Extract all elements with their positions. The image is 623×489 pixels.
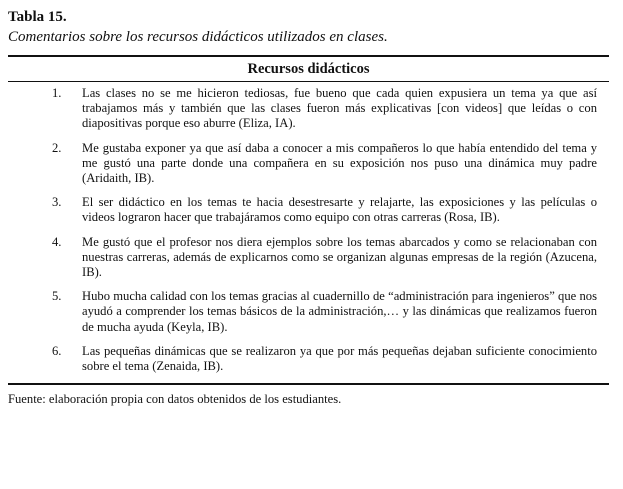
table-label: Tabla 15.	[8, 9, 67, 25]
item-text: Me gustó que el profesor nos diera ejemplos sobre los temas abarcados y como se relacionaban con nuestras carreras, además de explicarnos como se organizan algunas empresas de la región (Azucena, IB).	[82, 234, 597, 280]
item-number: 2.	[52, 140, 62, 155]
list-item	[8, 141, 609, 187]
table	[8, 55, 609, 385]
column-header: Recursos didácticos	[247, 61, 370, 77]
bottom-rule	[8, 383, 609, 385]
item-number: 5.	[52, 289, 62, 304]
item-number: 4.	[52, 234, 62, 249]
item-text: Las pequeñas dinámicas que se realizaron ya que por más pequeñas dejaban suficiente conocimiento sobre el tema (Zenaida, IB).	[82, 343, 597, 374]
item-number: 6.	[52, 343, 62, 358]
comment-list	[8, 86, 609, 374]
item-text: Las clases no se me hicieron tediosas, fue bueno que cada quien expusiera un tema ya que así trabajamos más y también que las clases fueron más explicativas [con videos] que leídas o con diapositivas porque eso aburre (Eliza, IA).	[82, 86, 597, 131]
list-item	[8, 235, 609, 281]
item-text: Hubo mucha calidad con los temas gracias al cuadernillo de “administración para ingenieros” que nos ayudó a comprender los temas básicos de la administración,… y las dinámicas que realizamos fueron de mucha ayuda (Keyla, IB).	[82, 289, 597, 334]
list-item	[8, 344, 609, 374]
table-caption: Comentarios sobre los recursos didácticos utilizados en clases.	[8, 29, 388, 45]
header-rule	[8, 81, 609, 82]
item-number: 1.	[52, 86, 62, 100]
item-text: Me gustaba exponer ya que así daba a conocer a mis compañeros lo que había entendido del tema y me gustó una parte donde una compañera en su exposición nos puso una dinámica muy padre (Aridaith, IB).	[82, 140, 597, 186]
item-number: 3.	[52, 195, 62, 210]
item-text: El ser didáctico en los temas te hacia desestresarte y relajarte, las exposiciones y las películas o videos lograron hacer que trabajáramos como equipo con otras carreras (Rosa, IB).	[82, 195, 597, 225]
source-note: Fuente: elaboración propia con datos obtenidos de los estudiantes.	[8, 392, 342, 407]
list-item	[8, 289, 609, 335]
list-item	[8, 86, 609, 132]
list-item	[8, 195, 609, 225]
